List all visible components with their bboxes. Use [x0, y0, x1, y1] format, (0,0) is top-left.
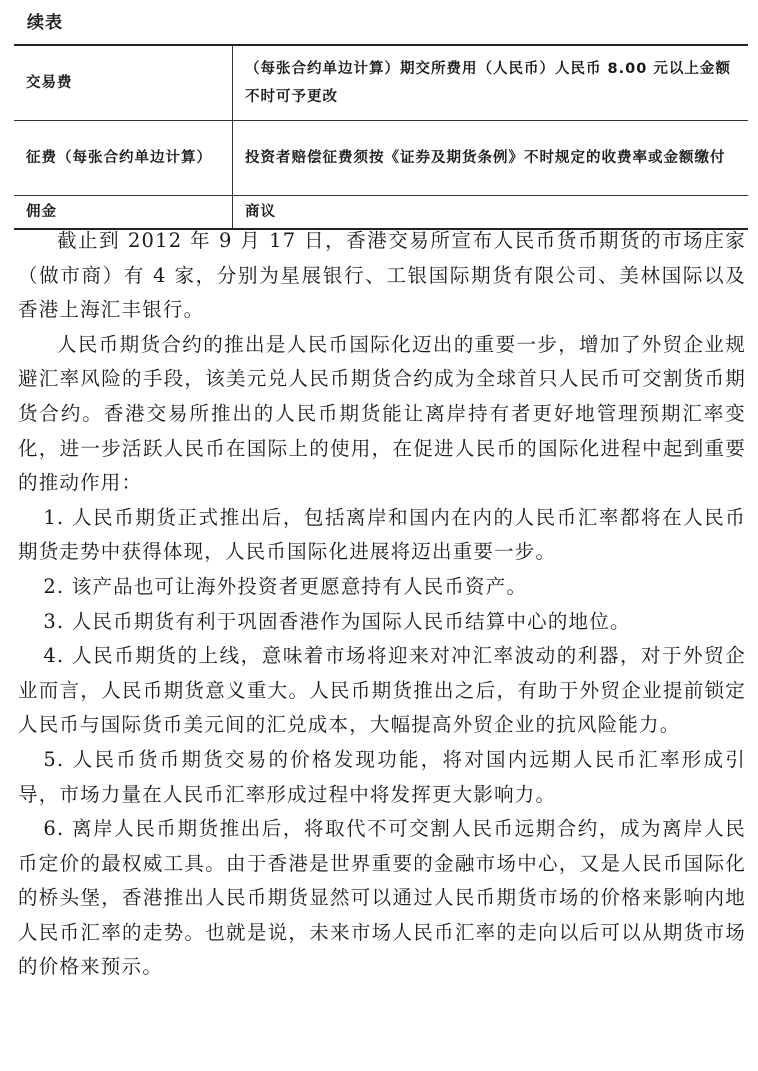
- list-item: 2. 该产品也可让海外投资者更愿意持有人民币资产。: [43, 574, 528, 598]
- table-row: [14, 45, 748, 121]
- fee-value-cell: （每张合约单边计算）期交所费用（人民币）人民币 8.00 元以上金额不时可予更改: [245, 61, 731, 105]
- list-item: 4. 人民币期货的上线，意味着市场将迎来对冲汇率波动的利器，对于外贸企业而言，人民币期货意义重大。人民币期货推出之后，有助于外贸企业提前锁定人民币与国际货币美元间的汇兑成本，大幅提高外贸企业的抗风险能力。: [18, 644, 746, 737]
- table-continued-label: 续表: [27, 13, 63, 33]
- paragraph-futures-launch: 人民币期货合约的推出是人民币国际化迈出的重要一步，增加了外贸企业规避汇率风险的手段，该美元兑人民币期货合约成为全球首只人民币可交割货币期货合约。香港交易所推出的人民币期货能让离岸持有者更好地管理预期汇率变化，进一步活跃人民币在国际上的使用，在促进人民币的国际化进程中起到重要的推动作用：: [18, 332, 746, 495]
- fee-name-cell: 佣金: [14, 196, 233, 230]
- list-item: 6. 离岸人民币期货推出后，将取代不可交割人民币远期合约，成为离岸人民币定价的最权威工具。由于香港是世界重要的金融市场中心，又是人民币国际化的桥头堡，香港推出人民币期货显然可以通过人民币期货市场的价格来影响内地人民币汇率的走势。也就是说，未来市场人民币汇率的走向以后可以从期货市场的价格来预示。: [18, 817, 746, 979]
- fee-name-cell: 交易费: [14, 45, 233, 121]
- fee-name-cell: 征费（每张合约单边计算）: [14, 121, 233, 196]
- list-item: 5. 人民币货币期货交易的价格发现功能，将对国内远期人民币汇率形成引导，市场力量在人民币汇率形成过程中将发挥更大影响力。: [18, 747, 746, 806]
- list-item: 3. 人民币期货有利于巩固香港作为国际人民币结算中心的地位。: [43, 609, 631, 633]
- paragraph-market-makers: 截止到 2012 年 9 月 17 日，香港交易所宣布人民币货币期货的市场庄家（做市商）有 4 家，分别为星展银行、工银国际期货有限公司、美林国际以及香港上海汇丰银行。: [18, 229, 746, 322]
- fee-table: [14, 44, 748, 230]
- fee-value-cell: 商议: [245, 204, 276, 220]
- table-row: [14, 121, 748, 196]
- body-text: [18, 224, 746, 985]
- fee-value-cell: 投资者赔偿征费须按《证券及期货条例》不时规定的收费率或金额缴付: [245, 150, 726, 166]
- list-item: 1. 人民币期货正式推出后，包括离岸和国内在内的人民币汇率都将在人民币期货走势中获得体现，人民币国际化进展将迈出重要一步。: [18, 505, 746, 564]
